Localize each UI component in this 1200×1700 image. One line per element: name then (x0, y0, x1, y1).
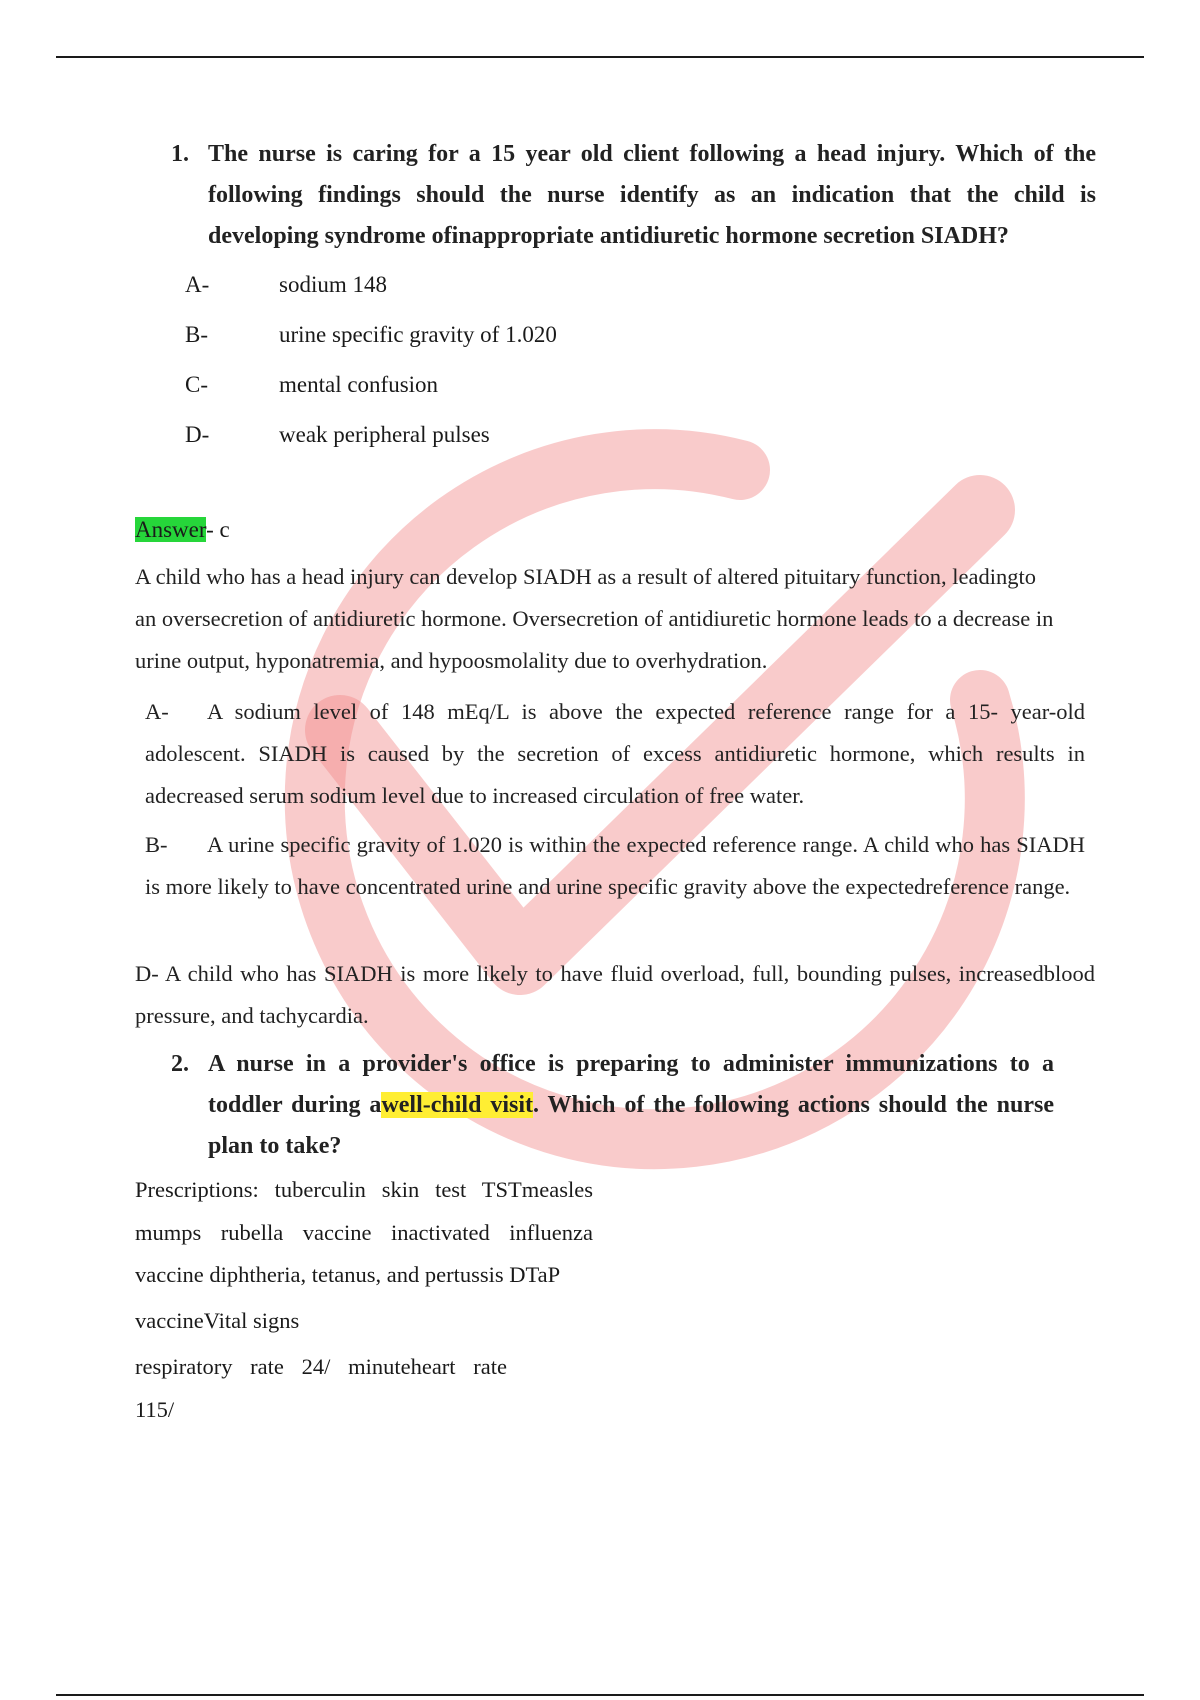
prescription-line: mumps rubella vaccine inactivated influenza (135, 1220, 593, 1245)
option-letter: B- (185, 322, 208, 347)
question-2-text-before: A nurse in a provider's office is preparing to administer immunizations to a toddler during a (208, 1051, 1054, 1118)
rationale-d: D- A child who has SIADH is more likely to have fluid overload, full, bounding pulses, increasedblood pressure, and tachycardia. (135, 961, 1095, 1028)
question-2-number: 2. (171, 1051, 189, 1077)
rationale-intro: A child who has a head injury can develop SIADH as a result of altered pituitary function, leadingto an oversecretion of antidiuretic hormone. Oversecretion of antidiuretic hormone leads to a decrease in urine output, hyponatremia, and hypoosmolality due to overhydration. (135, 564, 1054, 673)
option-b (185, 320, 557, 350)
option-letter: C- (185, 372, 208, 397)
question-2 (171, 1044, 1055, 1167)
option-d (185, 420, 490, 450)
option-text: weak peripheral pulses (279, 422, 490, 447)
prescription-line: 115/ (135, 1397, 175, 1422)
prescription-line: Prescriptions: tuberculin skin test TSTmeasles (135, 1177, 593, 1202)
question-2-highlight: well-child visit (381, 1092, 534, 1118)
option-text: mental confusion (279, 372, 439, 397)
option-letter: D- (185, 422, 210, 447)
question-2-text-after: . Which of the following actions should the nurse plan to take? (208, 1092, 1055, 1159)
option-letter: A- (185, 272, 210, 297)
prescription-line: vaccineVital signs (135, 1308, 300, 1333)
option-text: sodium 148 (279, 272, 387, 297)
prescription-line: vaccine diphtheria, tetanus, and pertussis DTaP (135, 1262, 561, 1287)
answer-value: - c (206, 517, 230, 542)
option-a (185, 270, 387, 300)
option-c (185, 370, 438, 400)
question-1 (171, 134, 1096, 257)
prescription-line: respiratory rate 24/ minuteheart rate (135, 1354, 507, 1379)
answer-label: Answer (135, 517, 207, 542)
rationale-a (145, 691, 1085, 817)
question-1-text: The nurse is caring for a 15 year old client following a head injury. Which of the following findings should the nurse identify as an indication that the child is developing syndrome ofinappropriate antidiuretic hormone secretion SIADH? (208, 141, 1096, 249)
bottom-rule (56, 1694, 1144, 1696)
top-rule (56, 56, 1144, 58)
answer-line (135, 515, 230, 545)
option-text: urine specific gravity of 1.020 (279, 322, 557, 347)
rationale-b-letter: B- (145, 832, 168, 857)
rationale-a-text: A sodium level of 148 mEq/L is above the expected reference range for a 15- year-old adolescent. SIADH is caused by the secretion of excess antidiuretic hormone, which results in adecreased serum sodium level due to increased circulation of free water. (145, 699, 1085, 808)
question-1-number: 1. (171, 141, 189, 167)
rationale-b (145, 824, 1085, 908)
rationale-b-text: A urine specific gravity of 1.020 is within the expected reference range. A child who has SIADH is more likely to have concentrated urine and urine specific gravity above the expectedreference range. (145, 832, 1085, 899)
rationale-a-letter: A- (145, 699, 169, 724)
